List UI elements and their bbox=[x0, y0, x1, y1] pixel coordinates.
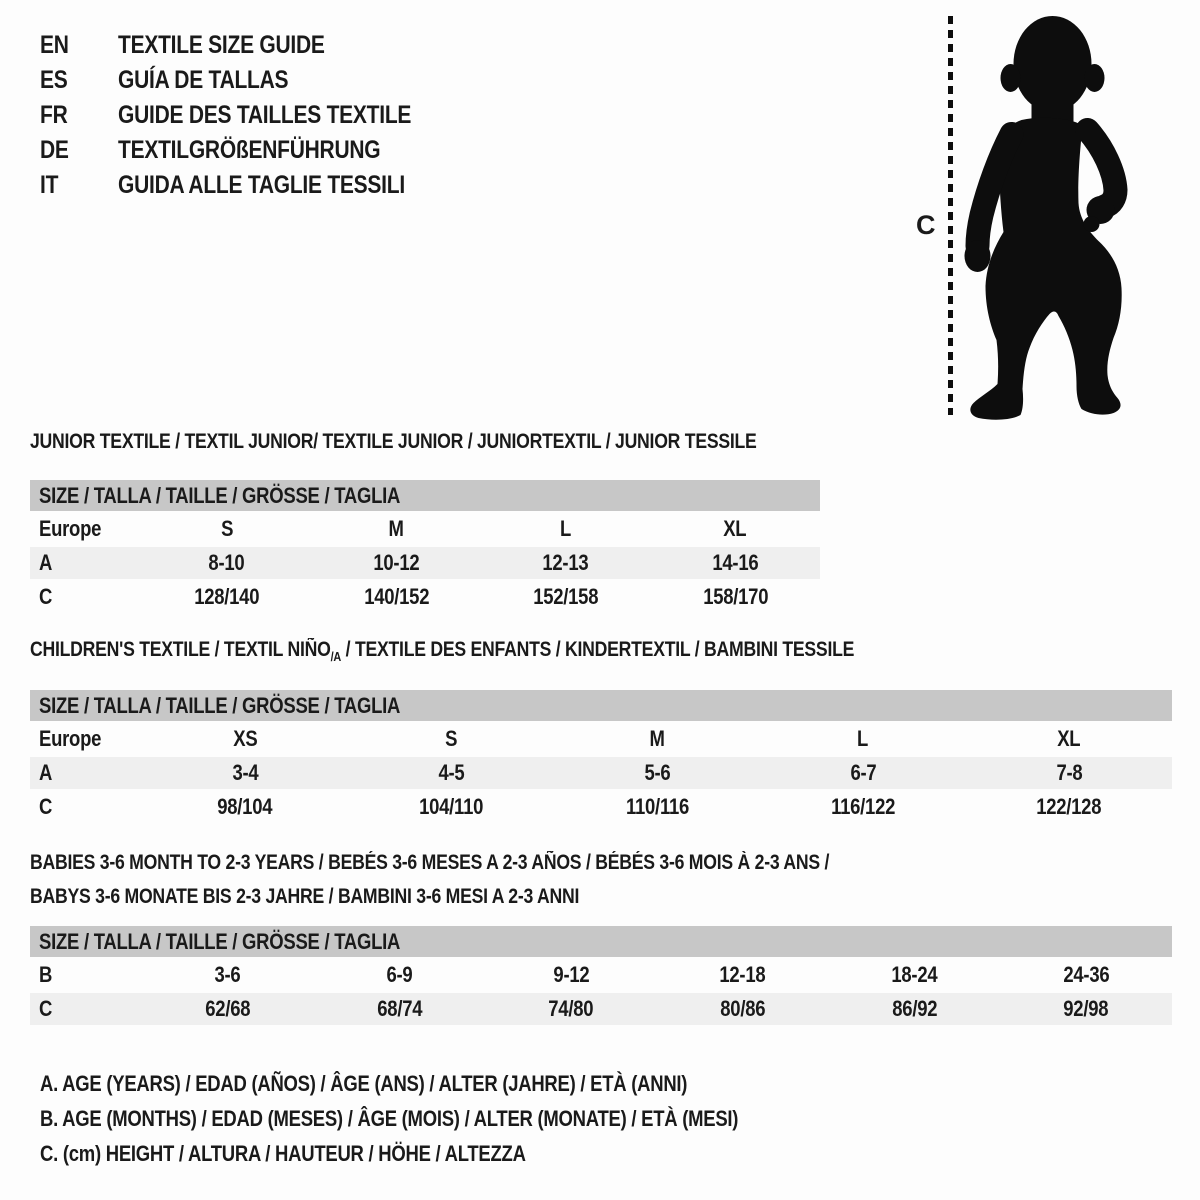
row-label: C bbox=[39, 584, 53, 609]
language-row bbox=[40, 63, 467, 98]
size-cell: S bbox=[220, 516, 233, 541]
size-cell: XL bbox=[1057, 726, 1081, 751]
months-cell: 9-12 bbox=[553, 962, 590, 987]
size-cell: L bbox=[560, 516, 572, 541]
legend-line-c: C. (cm) HEIGHT / ALTURA / HAUTEUR / HÖHE / ALTEZZA bbox=[40, 1140, 526, 1166]
language-code: IT bbox=[40, 171, 59, 199]
age-cell: 6-7 bbox=[850, 760, 876, 785]
babies-table-title-line1: BABIES 3-6 MONTH TO 2-3 YEARS / BEBÉS 3-6 MESES A 2-3 AÑOS / BÉBÉS 3-6 MOIS À 2-3 ANS / bbox=[30, 851, 830, 874]
height-cell: 74/80 bbox=[548, 996, 594, 1021]
language-code: EN bbox=[40, 31, 69, 59]
toddler-silhouette bbox=[962, 12, 1140, 422]
height-cell: 68/74 bbox=[377, 996, 422, 1021]
junior-size-table bbox=[30, 480, 820, 615]
months-cell: 18-24 bbox=[891, 962, 938, 987]
age-cell: 10-12 bbox=[373, 550, 420, 575]
size-header-label: SIZE / TALLA / TAILLE / GRÖSSE / TAGLIA bbox=[39, 928, 401, 954]
age-cell: 5-6 bbox=[644, 760, 670, 785]
babies-table-title-line2: BABYS 3-6 MONATE BIS 2-3 JAHRE / BAMBINI 3-6 MESI A 2-3 ANNI bbox=[30, 885, 580, 908]
table-row-europe bbox=[30, 723, 1172, 755]
table-row-europe bbox=[30, 513, 820, 545]
height-cell: 86/92 bbox=[892, 996, 938, 1021]
guide-title-de: TEXTILGRÖßENFÜHRUNG bbox=[118, 136, 381, 164]
months-cell: 3-6 bbox=[214, 962, 241, 987]
months-cell: 12-18 bbox=[719, 962, 766, 987]
size-cell: L bbox=[857, 726, 869, 751]
months-cell: 24-36 bbox=[1063, 962, 1110, 987]
age-cell: 7-8 bbox=[1056, 760, 1082, 785]
children-table-title: CHILDREN'S TEXTILE / TEXTIL NIÑO/A / TEXTILE DES ENFANTS / KINDERTEXTIL / BAMBINI TESSILE bbox=[30, 638, 855, 664]
guide-title-fr: GUIDE DES TAILLES TEXTILE bbox=[118, 101, 412, 129]
height-cell: 158/170 bbox=[702, 584, 768, 609]
height-cell: 128/140 bbox=[194, 584, 260, 609]
table-row-age bbox=[30, 547, 820, 579]
legend-line-a: A. AGE (YEARS) / EDAD (AÑOS) / ÂGE (ANS) / ALTER (JAHRE) / ETÀ (ANNI) bbox=[40, 1070, 688, 1096]
language-row bbox=[40, 133, 467, 168]
language-row bbox=[40, 168, 467, 203]
height-cell: 152/158 bbox=[533, 584, 599, 609]
language-title-block bbox=[40, 28, 467, 203]
height-cell: 92/98 bbox=[1063, 996, 1109, 1021]
height-measure-label: C bbox=[916, 210, 936, 240]
size-cell: S bbox=[444, 726, 458, 751]
height-cell: 104/110 bbox=[418, 794, 484, 819]
row-label: Europe bbox=[39, 726, 102, 751]
junior-table-title: JUNIOR TEXTILE / TEXTIL JUNIOR/ TEXTILE JUNIOR / JUNIORTEXTIL / JUNIOR TESSILE bbox=[30, 430, 757, 453]
language-code: DE bbox=[40, 136, 69, 164]
size-header-label: SIZE / TALLA / TAILLE / GRÖSSE / TAGLIA bbox=[39, 692, 401, 718]
table-row-months bbox=[30, 959, 1172, 991]
size-cell: M bbox=[649, 726, 665, 751]
height-cell: 122/128 bbox=[1036, 794, 1102, 819]
language-code: ES bbox=[40, 66, 68, 94]
size-header-label: SIZE / TALLA / TAILLE / GRÖSSE / TAGLIA bbox=[39, 482, 401, 508]
language-code: FR bbox=[40, 101, 68, 129]
size-header-bar bbox=[30, 926, 1172, 957]
babies-size-table bbox=[30, 926, 1172, 1027]
size-header-bar bbox=[30, 480, 820, 511]
height-measure-dashed-line bbox=[948, 16, 953, 415]
months-cell: 6-9 bbox=[386, 962, 413, 987]
row-label: B bbox=[39, 962, 53, 987]
language-row bbox=[40, 98, 467, 133]
height-cell: 110/116 bbox=[625, 794, 689, 819]
row-label: C bbox=[39, 996, 53, 1021]
row-label: A bbox=[39, 550, 53, 575]
height-cell: 98/104 bbox=[217, 794, 273, 819]
guide-title-es: GUÍA DE TALLAS bbox=[118, 66, 289, 94]
row-label: Europe bbox=[39, 516, 102, 541]
age-cell: 12-13 bbox=[542, 550, 589, 575]
table-row-height bbox=[30, 993, 1172, 1025]
age-cell: 8-10 bbox=[208, 550, 245, 575]
height-cell: 80/86 bbox=[720, 996, 766, 1021]
size-cell: XL bbox=[723, 516, 747, 541]
table-row-age bbox=[30, 757, 1172, 789]
row-label: C bbox=[39, 794, 53, 819]
row-label: A bbox=[39, 760, 53, 785]
age-cell: 3-4 bbox=[232, 760, 258, 785]
height-cell: 140/152 bbox=[363, 584, 429, 609]
children-size-table bbox=[30, 690, 1172, 825]
height-cell: 62/68 bbox=[205, 996, 251, 1021]
legend bbox=[40, 1066, 871, 1171]
size-header-bar bbox=[30, 690, 1172, 721]
height-cell: 116/122 bbox=[830, 794, 896, 819]
title-subscript: /A bbox=[330, 649, 342, 664]
table-row-height bbox=[30, 581, 820, 613]
guide-title-it: GUIDA ALLE TAGLIE TESSILI bbox=[118, 171, 405, 199]
age-cell: 4-5 bbox=[438, 760, 464, 785]
language-row bbox=[40, 28, 467, 63]
size-cell: M bbox=[388, 516, 404, 541]
table-row-height bbox=[30, 791, 1172, 823]
age-cell: 14-16 bbox=[712, 550, 759, 575]
size-cell: XS bbox=[232, 726, 258, 751]
legend-line-b: B. AGE (MONTHS) / EDAD (MESES) / ÂGE (MOIS) / ALTER (MONATE) / ETÀ (MESI) bbox=[40, 1105, 739, 1131]
guide-title-en: TEXTILE SIZE GUIDE bbox=[118, 31, 325, 59]
